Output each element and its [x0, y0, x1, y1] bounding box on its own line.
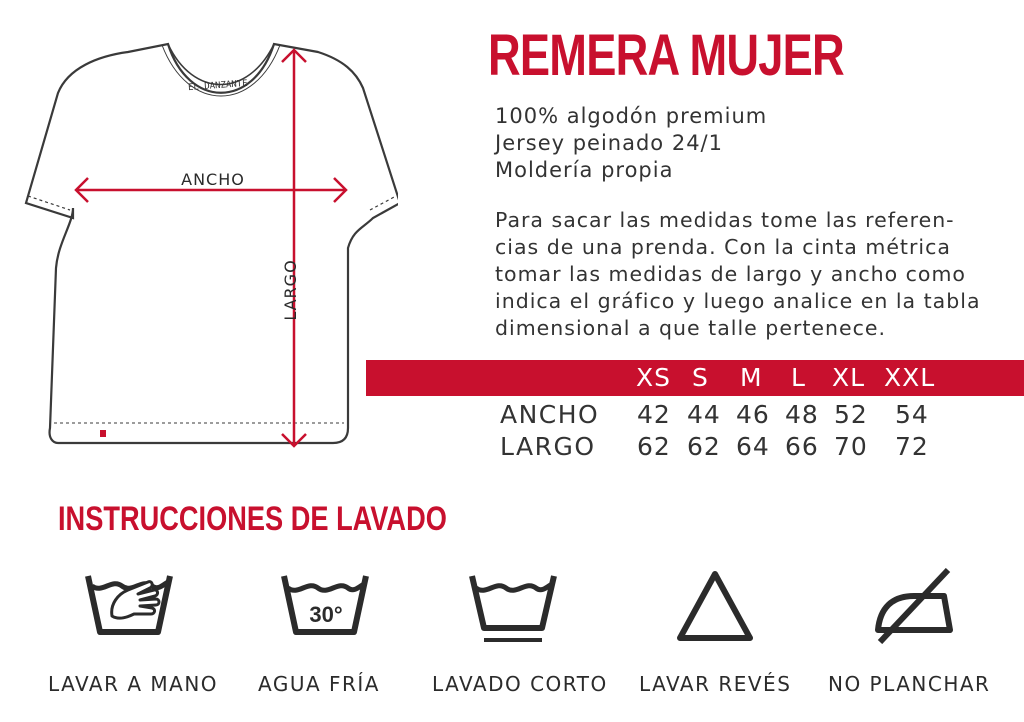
- largo-label: LARGO: [281, 259, 300, 321]
- spec-line: 100% algodón premium: [495, 104, 768, 128]
- cold-water-icon: [280, 568, 370, 644]
- size-header: XL: [832, 363, 866, 392]
- table-cell: 54: [895, 400, 929, 429]
- care-label: NO PLANCHAR: [828, 672, 991, 696]
- table-cell: 70: [834, 432, 868, 461]
- measuring-instructions: [495, 207, 1015, 342]
- no-iron-icon: [866, 568, 956, 644]
- size-header: M: [740, 363, 763, 392]
- product-specs: [495, 103, 767, 184]
- care-label: LAVADO CORTO: [432, 672, 608, 696]
- tshirt-diagram: [18, 38, 398, 468]
- spec-line: Jersey peinado 24/1: [495, 131, 723, 155]
- care-label: LAVAR REVÉS: [639, 672, 792, 696]
- table-cell: 72: [895, 432, 929, 461]
- table-cell: 64: [736, 432, 770, 461]
- size-header: L: [791, 363, 806, 392]
- hand-wash-icon: [84, 568, 174, 644]
- table-cell: 66: [785, 432, 819, 461]
- care-label: AGUA FRÍA: [258, 672, 380, 696]
- temperature-text: 30°: [309, 602, 343, 627]
- size-header: XXL: [884, 363, 936, 392]
- hem-label: [100, 430, 106, 437]
- instruction-line: cias de una prenda. Con la cinta métrica: [495, 235, 951, 259]
- table-cell: 52: [834, 400, 868, 429]
- spec-line: Moldería propia: [495, 158, 674, 182]
- table-cell: 62: [687, 432, 721, 461]
- table-cell: 42: [637, 400, 671, 429]
- product-title: REMERA MUJER: [488, 23, 844, 88]
- care-label: LAVAR A MANO: [48, 672, 219, 696]
- instruction-line: Para sacar las medidas tome las referen-: [495, 208, 955, 232]
- wash-inside-out-icon: [670, 568, 760, 644]
- table-cell: 62: [637, 432, 671, 461]
- size-header: S: [692, 363, 709, 392]
- table-cell: 48: [785, 400, 819, 429]
- washing-title: INSTRUCCIONES DE LAVADO: [58, 500, 447, 538]
- size-header: XS: [636, 363, 671, 392]
- instruction-line: tomar las medidas de largo y ancho como: [495, 262, 966, 286]
- brand-tag: EL DANZANTE: [187, 78, 248, 94]
- short-wash-icon: [468, 568, 558, 644]
- tshirt-outline: [26, 44, 398, 443]
- row-label-ancho: ANCHO: [500, 400, 600, 429]
- ancho-label: ANCHO: [181, 170, 245, 189]
- instruction-line: indica el gráfico y luego analice en la tabla: [495, 289, 981, 313]
- instruction-line: dimensional a que talle pertenece.: [495, 316, 887, 340]
- table-cell: 46: [736, 400, 770, 429]
- row-label-largo: LARGO: [500, 432, 596, 461]
- table-cell: 44: [687, 400, 721, 429]
